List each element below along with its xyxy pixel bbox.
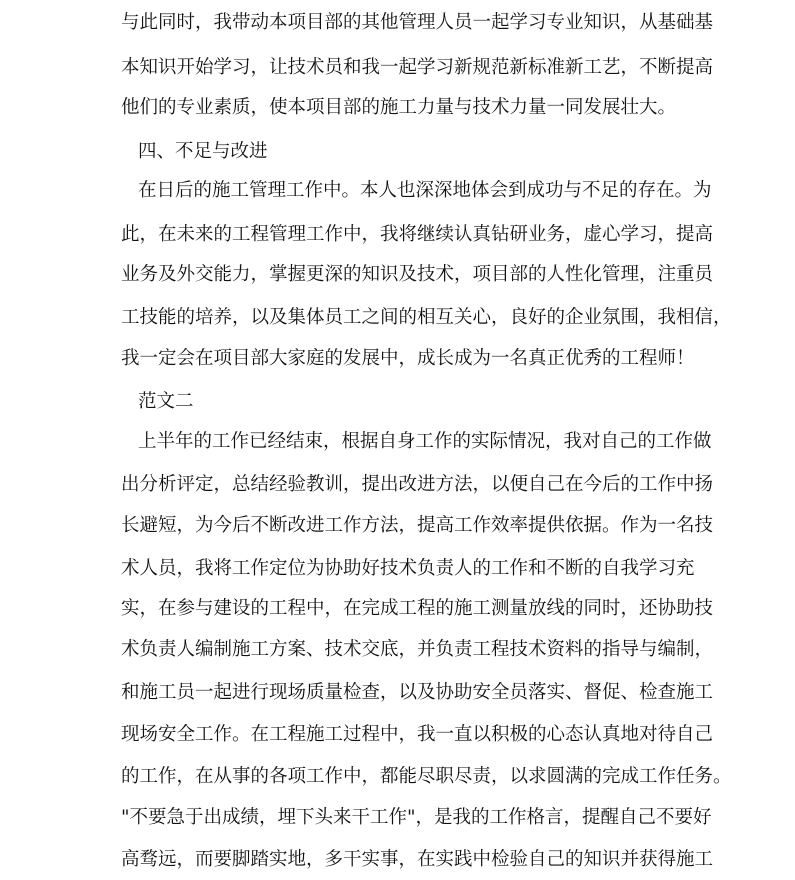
section-heading: 范文二 [138,391,194,412]
paragraph-line: 和施工员一起进行现场质量检查，以及协助安全员落实、督促、检查施工 [121,682,714,703]
paragraph-line: 实，在参与建设的工程中，在完成工程的施工测量放线的同时，还协助技 [121,598,714,619]
paragraph-line: 此，在未来的工程管理工作中，我将继续认真钻研业务，虚心学习，提高 [121,224,714,245]
paragraph-line: 高骛远，而要脚踏实地，多干实事，在实践中检验自己的知识并获得施工 [121,849,714,870]
paragraph-line: 他们的专业素质，使本项目部的施工力量与技术力量一同发展壮大。 [121,97,677,118]
section-heading: 四、不足与改进 [138,141,268,162]
paragraph-line: 我一定会在项目部大家庭的发展中，成长成为一名真正优秀的工程师！ [121,348,695,369]
paragraph-line: 现场安全工作。在工程施工过程中，我一直以积极的心态认真地对待自己 [121,724,714,745]
paragraph-line: "不要急于出成绩，埋下头来干工作"，是我的工作格言，提醒自己不要好 [121,807,712,828]
paragraph-line: 术负责人编制施工方案、技术交底，并负责工程技术资料的指导与编制， [121,639,714,660]
paragraph-line: 术人员，我将工作定位为协助好技术负责人的工作和不断的自我学习充 [121,558,695,579]
paragraph-line: 与此同时，我带动本项目部的其他管理人员一起学习专业知识，从基础基 [121,12,714,33]
paragraph-line: 的工作，在从事的各项工作中，都能尽职尽责，以求圆满的完成工作任务。 [121,766,732,787]
paragraph-line: 业务及外交能力，掌握更深的知识及技术，项目部的人性化管理，注重员 [121,264,714,285]
paragraph-line: 出分析评定，总结经验教训，提出改进方法，以便自己在今后的工作中扬 [121,474,714,495]
paragraph-line: 工技能的培养，以及集体员工之间的相互关心，良好的企业氛围，我相信， [121,307,732,328]
paragraph-line: 在日后的施工管理工作中。本人也深深地体会到成功与不足的存在。为 [138,180,712,201]
paragraph-line: 本知识开始学习，让技术员和我一起学习新规范新标准新工艺，不断提高 [121,57,714,78]
paragraph-line: 长避短，为今后不断改进工作方法，提高工作效率提供依据。作为一名技 [121,515,714,536]
paragraph-line: 上半年的工作已经结束，根据自身工作的实际情况，我对自己的工作做 [138,431,712,452]
